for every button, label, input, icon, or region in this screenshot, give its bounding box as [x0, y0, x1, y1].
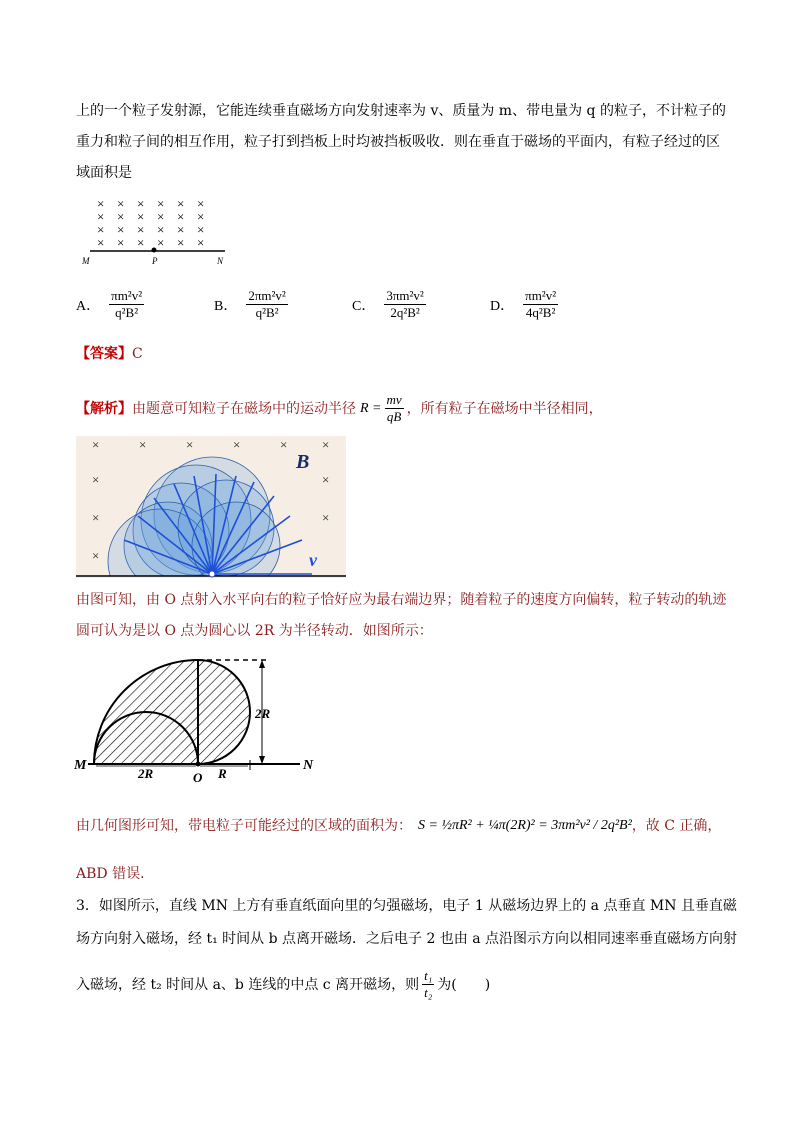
q3-line-3-text: 入磁场，经 t₂ 时间从 a、b 连线的中点 c 离开磁场，则 [76, 976, 420, 993]
label-n: N [303, 758, 314, 773]
field-b-label: B [296, 451, 310, 473]
analysis-line-5: ABD 错误． [76, 866, 155, 882]
field-cross: × [97, 222, 105, 237]
field-cross: × [117, 209, 125, 224]
field-cross: × [197, 222, 205, 237]
field-cross: × [157, 196, 165, 211]
field-cross: × [97, 235, 105, 250]
time-ratio: $\frac{\text{t₁}}{\text{t₂}}$ [424, 968, 433, 1000]
field-cross: × [97, 196, 105, 211]
option-c-label: C． [352, 298, 376, 314]
field-cross: × [117, 235, 125, 250]
answer-value: C [132, 346, 143, 362]
field-cross: × [197, 196, 205, 211]
question-line-3: 域面积是 [76, 165, 132, 181]
field-cross: × [137, 222, 145, 237]
cross-grid [97, 196, 204, 250]
question-figure [80, 194, 240, 269]
source-point [152, 248, 157, 253]
question-line-2: 重力和粒子间的相互作用，粒子打到挡板上时均被挡板吸收．则在垂直于磁场的平面内，有粒子经过的区 [76, 134, 720, 150]
label-p: P [152, 256, 158, 266]
answer-tag: 【答案】 [76, 346, 132, 362]
q3-line-3-tail: 为( ) [437, 976, 491, 993]
option-a[interactable] [76, 288, 147, 321]
question-line-1: 上的一个粒子发射源，它能连续垂直磁场方向发射速率为 v、质量为 m、带电量为 q 的粒子，不计粒子的 [76, 103, 726, 119]
analysis-text-2: ，所有粒子在磁场中半径相同， [406, 400, 603, 417]
svg-text:×: × [139, 437, 147, 452]
label-m: M [82, 256, 90, 266]
analysis-line-3: 圆可认为是以 O 点为圆心以 2R 为半径转动．如图所示： [76, 623, 433, 639]
field-cross: × [157, 209, 165, 224]
label-m: M [74, 758, 87, 773]
point-o [196, 762, 201, 767]
label-2r-vertical: 2R [255, 706, 271, 721]
option-b-label: B． [214, 298, 238, 314]
radius-formula-lhs: R = [360, 400, 382, 416]
svg-text:×: × [92, 510, 100, 525]
svg-text:×: × [92, 548, 100, 563]
field-cross: × [137, 235, 145, 250]
analysis-line-1 [76, 392, 603, 425]
field-cross: × [157, 235, 165, 250]
field-cross: × [117, 196, 125, 211]
q3-line-2: 场方向射入磁场，经 t₁ 时间从 b 点离开磁场．之后电子 2 也由 a 点沿图示方向以相同速率垂直磁场方向射 [76, 931, 738, 947]
q3-line-1: 3．如图所示，直线 MN 上方有垂直纸面向里的匀强磁场，电子 1 从磁场边界上的 a 点垂直 MN 且垂直磁 [76, 898, 737, 914]
option-d-label: D． [490, 298, 515, 314]
field-cross: × [117, 222, 125, 237]
field-cross: × [197, 235, 205, 250]
origin-point [209, 571, 215, 577]
option-c[interactable] [352, 288, 429, 321]
field-cross: × [137, 209, 145, 224]
field-cross: × [137, 196, 145, 211]
velocity-label: v [309, 550, 317, 570]
field-cross: × [177, 196, 185, 211]
field-cross: × [177, 209, 185, 224]
field-cross: × [97, 209, 105, 224]
analysis-line-4 [76, 816, 721, 836]
option-b[interactable] [214, 288, 291, 321]
option-a-fraction: $\frac{\text{πm²v²}}{\text{q²B²}}$ [111, 288, 143, 320]
svg-text:×: × [322, 510, 330, 525]
option-a-label: A． [76, 298, 101, 314]
area-text: 由几何图形可知，带电粒子可能经过的区域的面积为： [76, 818, 412, 834]
hatched-region [94, 660, 250, 764]
option-b-fraction: $\frac{\text{2πm²v²}}{\text{q²B²}}$ [248, 288, 286, 320]
svg-text:×: × [92, 437, 100, 452]
svg-text:×: × [322, 437, 330, 452]
answer-line [76, 344, 143, 364]
area-formula: S = ½πR² + ¼π(2R)² = 3πm²v² / 2q²B² [418, 818, 632, 833]
svg-text:×: × [280, 437, 288, 452]
label-2r-left: 2R [138, 766, 154, 781]
field-cross: × [177, 222, 185, 237]
field-cross: × [157, 222, 165, 237]
analysis-tag: 【解析】 [76, 400, 132, 417]
svg-text:×: × [322, 472, 330, 487]
region-figure [74, 652, 324, 782]
svg-text:×: × [92, 472, 100, 487]
option-d[interactable] [490, 288, 561, 321]
label-o: O [193, 770, 203, 782]
svg-text:×: × [233, 437, 241, 452]
analysis-text-1: 由题意可知粒子在磁场中的运动半径 [132, 400, 356, 417]
trajectory-figure [76, 436, 346, 578]
analysis-line-2: 由图可知，由 O 点射入水平向右的粒子恰好应为最右端边界；随着粒子的速度方向偏转，粒子转动的轨迹 [76, 592, 727, 608]
q3-line-3 [76, 968, 490, 1001]
label-n: N [217, 256, 224, 266]
svg-text:×: × [186, 437, 194, 452]
area-tail: ，故 C 正确， [631, 818, 722, 834]
option-c-fraction: $\frac{\text{3πm²v²}}{\text{2q²B²}}$ [386, 288, 424, 320]
label-r-right: R [218, 766, 227, 781]
option-d-fraction: $\frac{\text{πm²v²}}{\text{4q²B²}}$ [525, 288, 557, 320]
field-cross: × [177, 235, 185, 250]
field-cross: × [197, 209, 205, 224]
radius-formula-fraction: $\frac{mv}{qB}$ [386, 392, 402, 424]
